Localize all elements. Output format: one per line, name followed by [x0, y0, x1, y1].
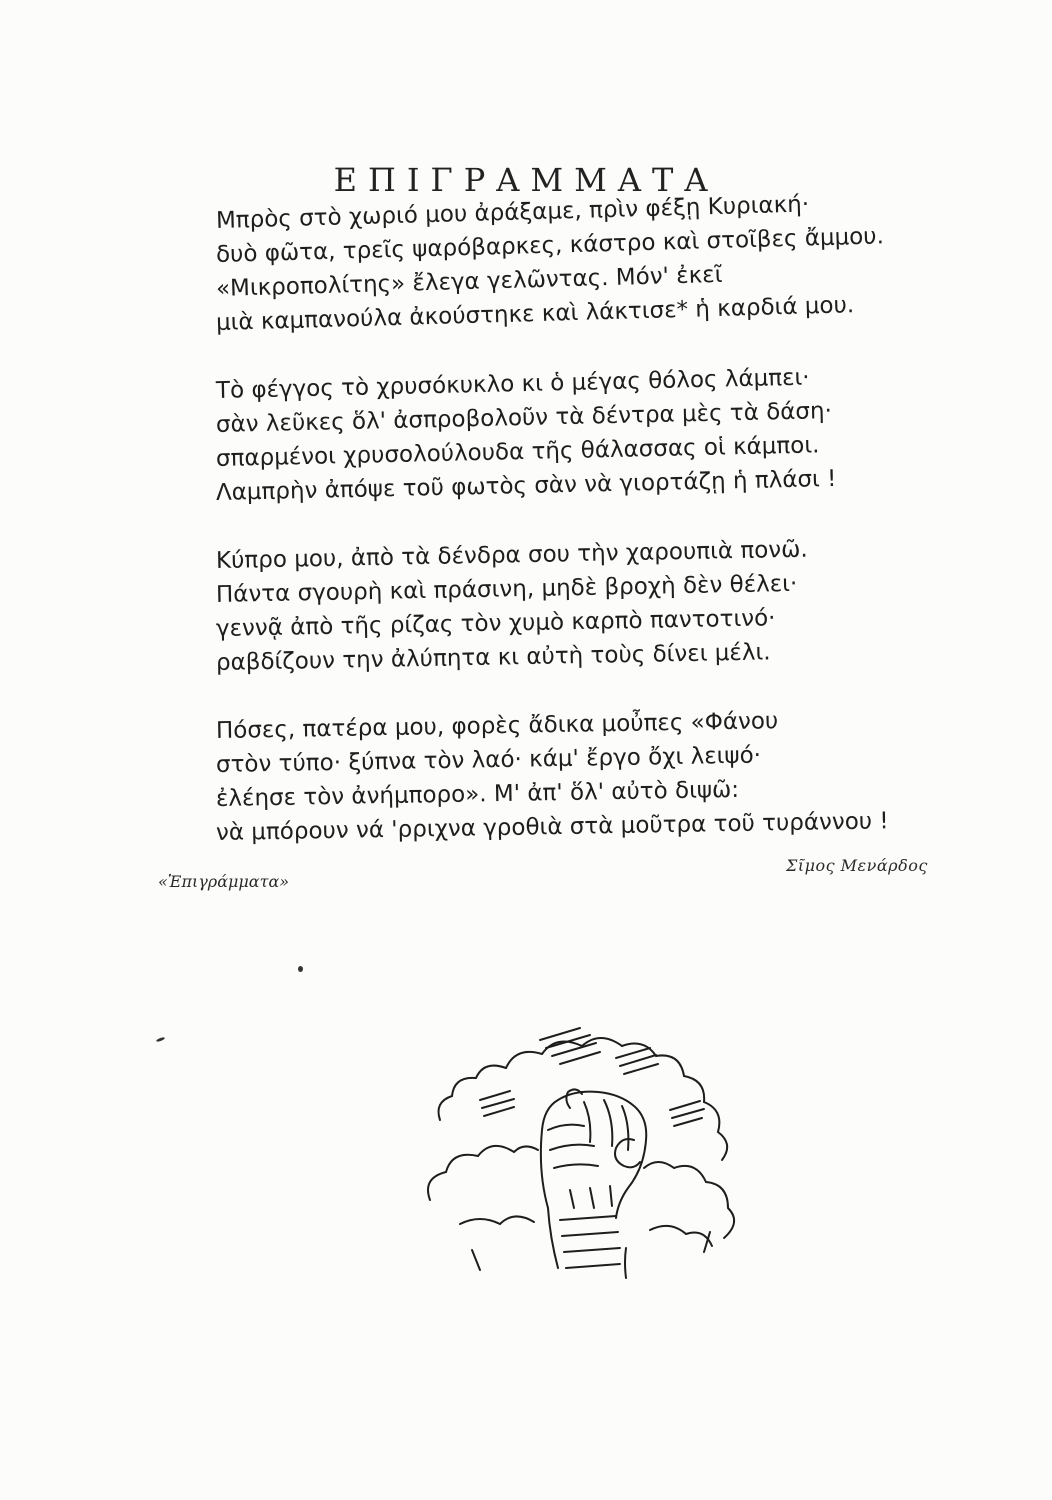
poem-line: Τὸ φέγγος τὸ χρυσόκυκλο κι ὁ μέγας θόλος λάμπει·: [215, 364, 810, 404]
source-caption: «Ἐπιγράμματα»: [158, 872, 290, 891]
poem-line: Πάντα σγουρὴ καὶ πράσινη, μηδὲ βροχὴ δὲν θέλει·: [215, 570, 798, 608]
author-signature: Σῖμος Μενάρδος: [786, 856, 928, 875]
poem-line: νὰ μπόρουν νά 'ρριχνα γροθιὰ στὰ μοῦτρα τοῦ τυράννου !: [215, 808, 889, 846]
poem-line: στὸν τύπο· ξύπνα τὸν λαό· κάμ' ἔργο ὄχι λειψό·: [215, 742, 762, 778]
poem-line: Λαμπρὴν ἀπόψε τοῦ φωτὸς σὰν νὰ γιορτάζῃ ἡ πλάσι !: [215, 465, 837, 506]
poem-line: Πόσες, πατέρα μου, φορὲς ἄδικα μοὖπες «Φάνου: [215, 708, 779, 744]
poem: [215, 191, 1016, 884]
poem-line: «Μικροπολίτης» ἔλεγα γελῶντας. Μόν' ἐκεῖ: [215, 261, 723, 302]
raised-fist-icon: [420, 1000, 760, 1300]
stanza-3: [215, 536, 1016, 680]
poem-line: Μπρὸς στὸ χωριό μου ἀράξαμε, πρὶν φέξῃ Κυριακή·: [215, 191, 810, 234]
page-title: ΕΠΙΓΡΑΜΜΑΤΑ: [333, 161, 719, 200]
poem-line: ἐλέησε τὸν ἀνήμπορο». Μ' ἀπ' ὅλ' αὐτὸ διψῶ:: [215, 776, 740, 812]
ink-speck: [156, 1037, 165, 1043]
poem-line: σπαρμένοι χρυσολούλουδα τῆς θάλασσας οἱ κάμποι.: [215, 432, 820, 472]
poem-line: γεννᾷ ἀπὸ τῆς ρίζας τὸν χυμὸ καρπὸ παντοτινό·: [215, 605, 776, 642]
poem-line: Κύπρο μου, ἀπὸ τὰ δένδρα σου τὴν χαρουπιὰ πονῶ.: [215, 536, 808, 574]
poem-line: σὰν λεῦκες ὅλ' ἀσπροβολοῦν τὰ δέντρα μὲς τὰ δάση·: [215, 398, 833, 438]
stanza-1: [215, 191, 1016, 340]
stanza-4: [215, 708, 1016, 850]
poem-line: ραβδίζουν την ἀλύπητα κι αὐτὴ τοὺς δίνει μέλι.: [215, 639, 771, 676]
stanza-2: [215, 364, 1016, 510]
poem-line: μιὰ καμπανούλα ἀκούστηκε καὶ λάκτισε* ἡ καρδιά μου.: [215, 292, 855, 336]
poem-line: δυὸ φῶτα, τρεῖς ψαρόβαρκες, κάστρο καὶ στοῖβες ἄμμου.: [215, 223, 885, 268]
ink-speck: [298, 966, 303, 972]
